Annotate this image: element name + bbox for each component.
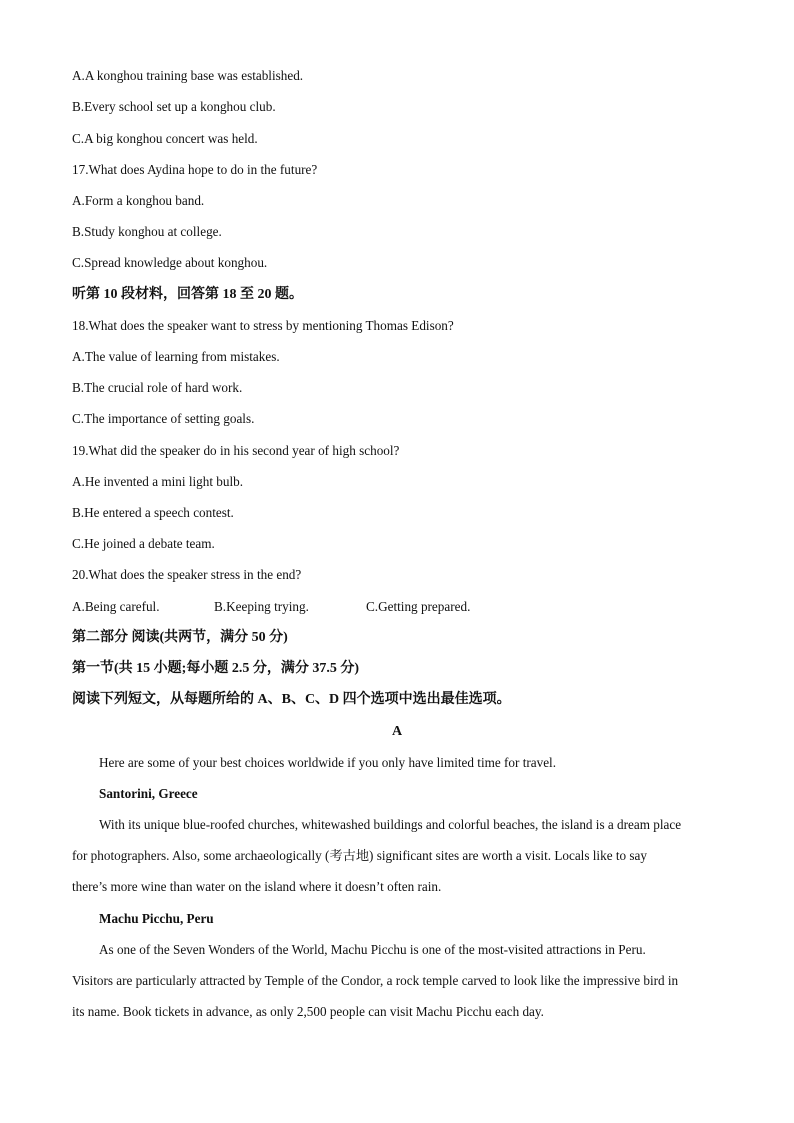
section10-heading: 听第 10 段材料，回答第 18 至 20 题。 [72,287,303,302]
q18-question: 18.What does the speaker want to stress by mentioning Thomas Edison? [72,318,454,333]
instructions: 阅读下列短文，从每题所给的 A、B、C、D 四个选项中选出最佳选项。 [72,692,511,707]
q17-option-b: B.Study konghou at college. [72,224,222,239]
q19-option-b: B.He entered a speech contest. [72,505,234,520]
part2-heading: 第二部分 阅读(共两节，满分 50 分) [72,630,288,645]
q17-option-a: A.Form a konghou band. [72,193,205,208]
q19-option-c: C.He joined a debate team. [72,536,215,551]
q19-option-a: A.He invented a mini light bulb. [72,474,244,489]
q18-option-c: C.The importance of setting goals. [72,411,255,426]
santorini-line-3: there’s more wine than water on the island where it doesn’t often rain. [72,879,442,894]
santorini-line-2: for photographers. Also, some archaeologically (考古地) significant sites are worth a visit. Locals like to say [72,848,647,863]
q20-option-b: B.Keeping trying. [214,599,309,614]
q17-question: 17.What does Aydina hope to do in the future? [72,162,318,177]
q18-option-a: A.The value of learning from mistakes. [72,349,280,364]
q19-question: 19.What did the speaker do in his second year of high school? [72,443,400,458]
passage-letter: A [391,724,403,739]
q18-option-b: B.The crucial role of hard work. [72,380,243,395]
passage-intro: Here are some of your best choices worldwide if you only have limited time for travel. [99,755,557,770]
section1-heading: 第一节(共 15 小题;每小题 2.5 分，满分 37.5 分) [72,661,359,676]
machu-line-2: Visitors are particularly attracted by Temple of the Condor, a rock temple carved to look like the impressive bird in [72,973,679,988]
q20-option-a: A.Being careful. [72,599,160,614]
machu-title: Machu Picchu, Peru [99,911,214,926]
machu-line-1: As one of the Seven Wonders of the World, Machu Picchu is one of the most-visited attractions in Peru. [99,942,646,957]
q20-question: 20.What does the speaker stress in the end? [72,567,302,582]
q16-option-b: B.Every school set up a konghou club. [72,99,276,114]
q16-option-a: A.A konghou training base was established. [72,68,304,83]
q20-option-c: C.Getting prepared. [366,599,471,614]
santorini-line-1: With its unique blue-roofed churches, whitewashed buildings and colorful beaches, the island is a dream place [99,817,682,832]
machu-line-3: its name. Book tickets in advance, as only 2,500 people can visit Machu Picchu each day. [72,1004,544,1019]
q17-option-c: C.Spread knowledge about konghou. [72,255,268,270]
q16-option-c: C.A big konghou concert was held. [72,131,258,146]
santorini-title: Santorini, Greece [99,786,198,801]
